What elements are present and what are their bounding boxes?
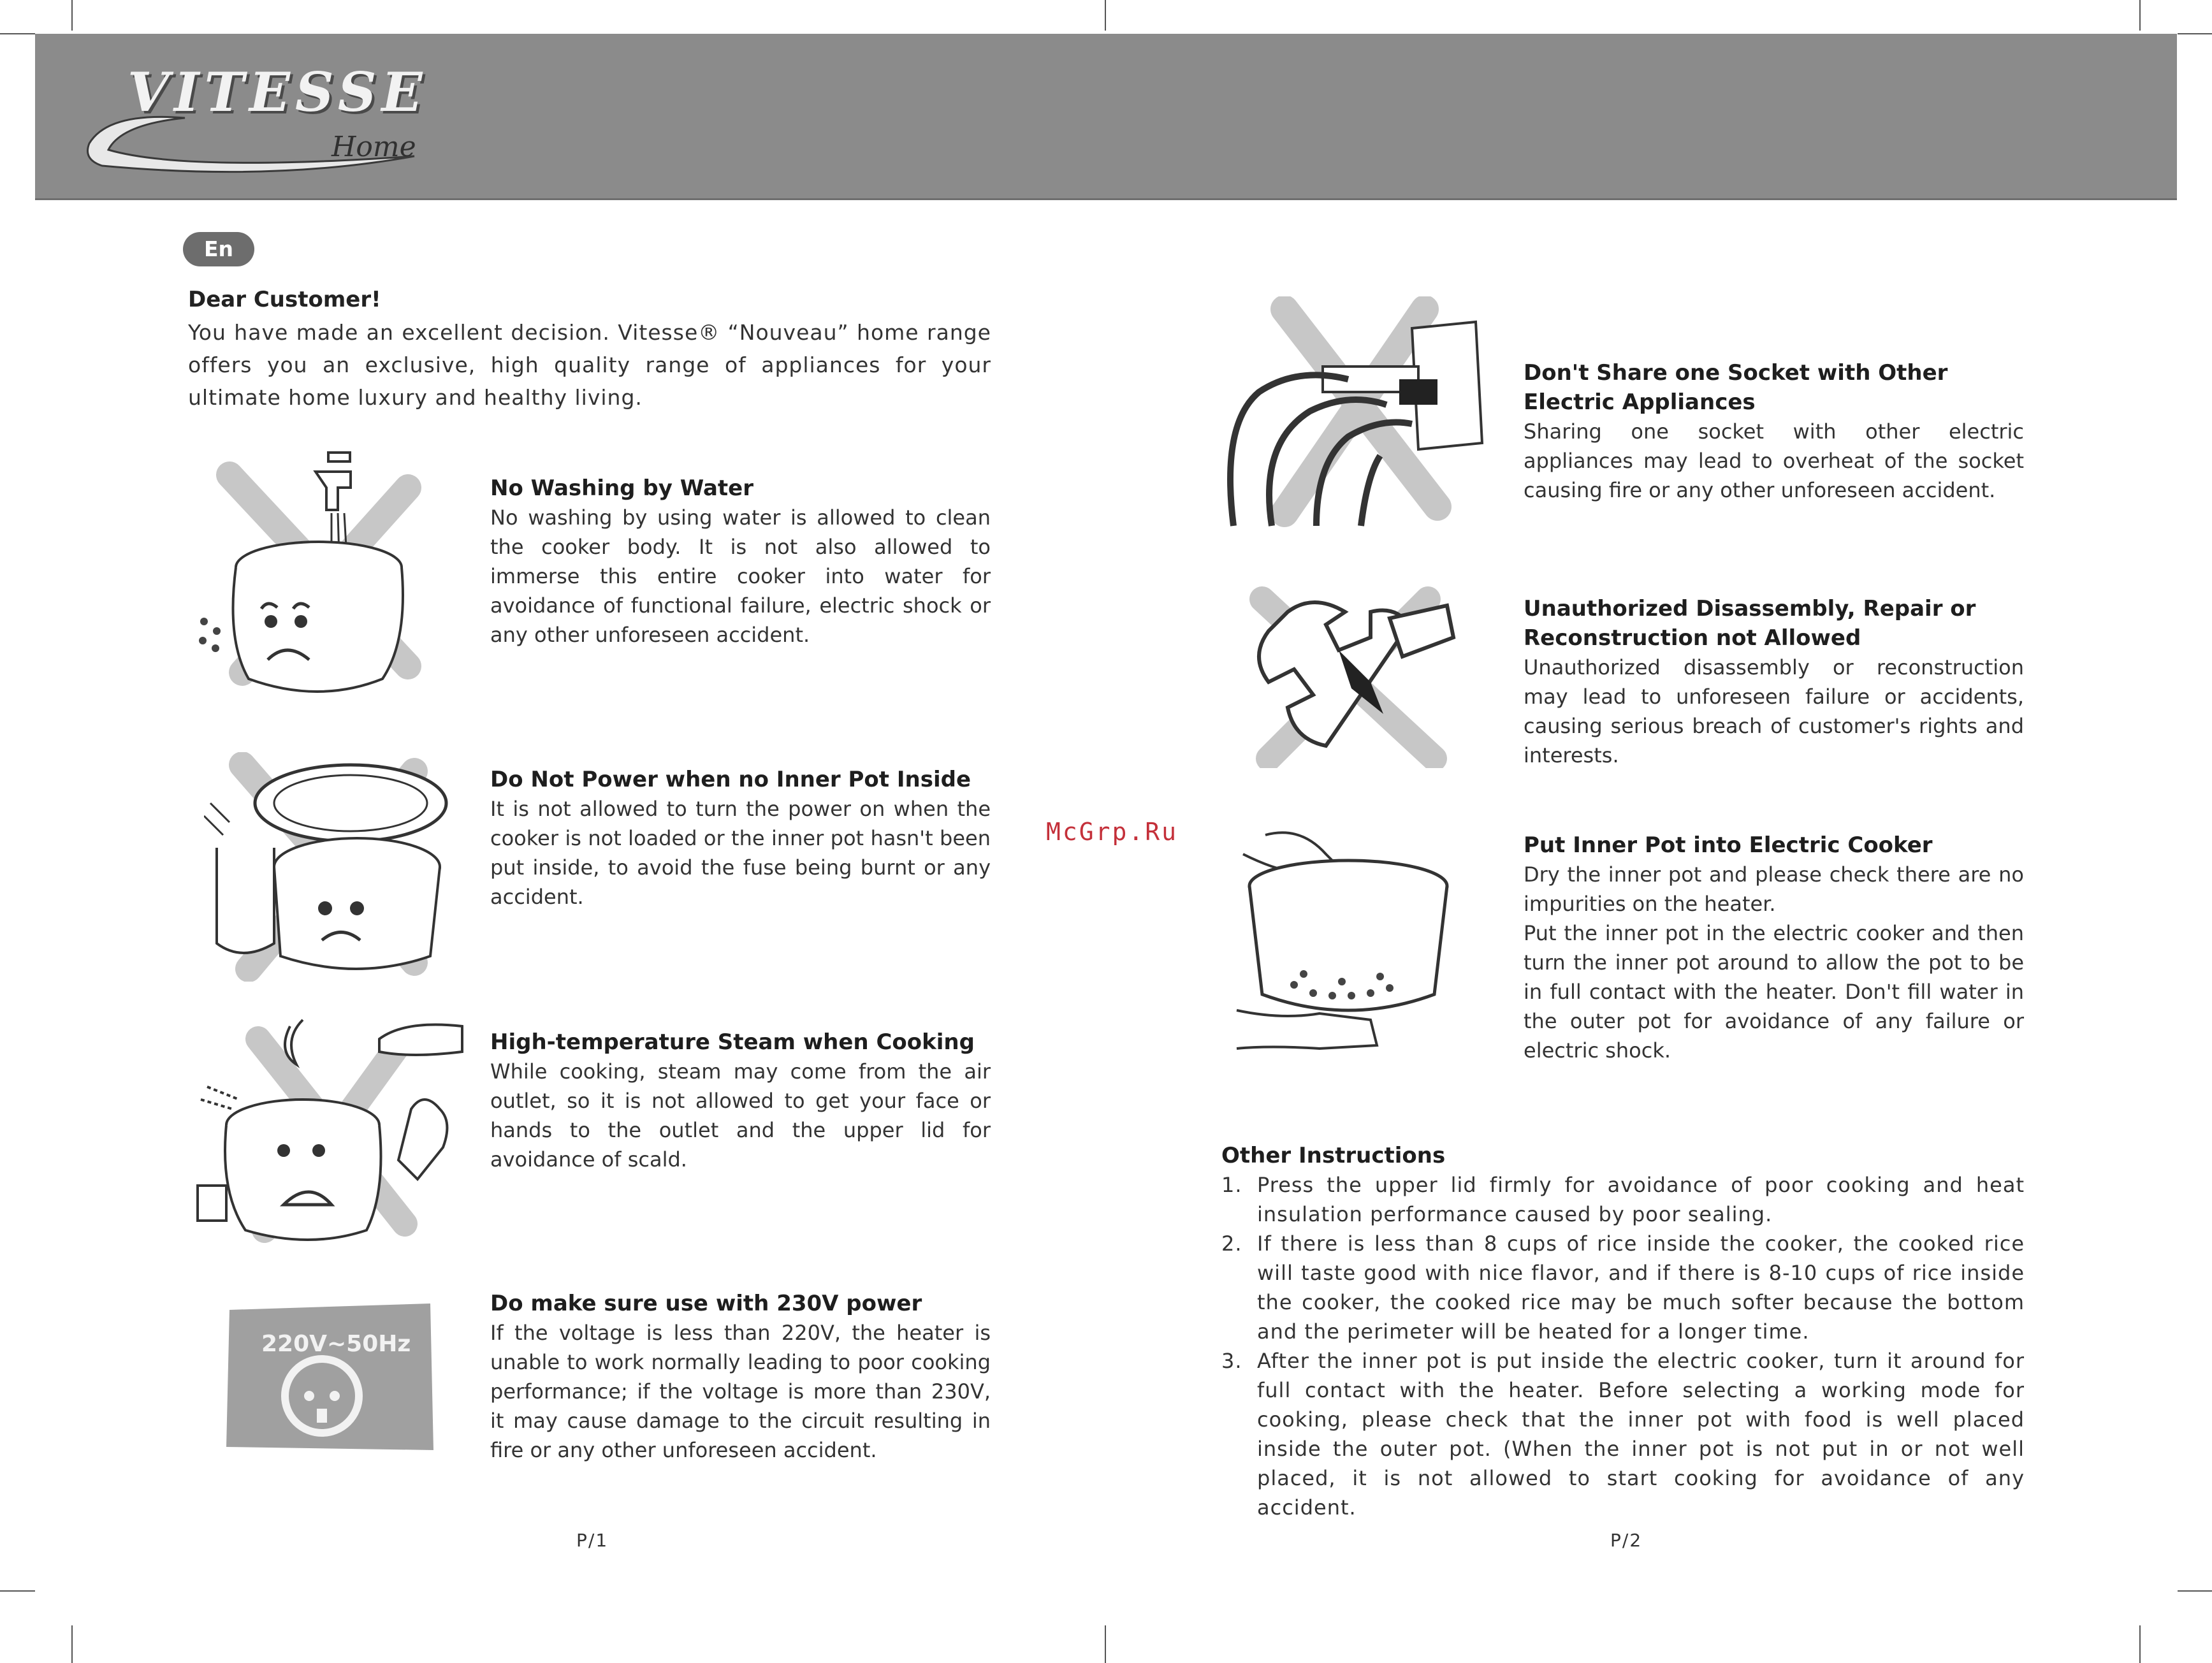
intro-text: You have made an excellent decision. Vitesse® “Nouveau” home range offers you an exclusive, high quality range of appliances for your ultimate home luxury and healthy living. xyxy=(188,320,991,410)
steam-illustration xyxy=(194,1013,469,1246)
no-washing-illustration xyxy=(191,449,427,704)
socket-illustration xyxy=(1221,296,1488,529)
section-title: Put Inner Pot into Electric Cooker xyxy=(1524,832,1933,858)
crop-mark xyxy=(1105,0,1106,31)
other-instructions xyxy=(1221,1141,2025,1522)
language-badge: En xyxy=(183,232,254,266)
wrench-illustration xyxy=(1243,586,1460,768)
crop-mark xyxy=(2178,1590,2212,1592)
crop-mark xyxy=(2139,1625,2141,1663)
section-text: If the voltage is less than 220V, the heater is unable to work normally leading to poor cooking performance; if the voltage is more than 230V, it may cause damage to the circuit resulting in fire or any other unforeseen accident. xyxy=(490,1321,991,1462)
inner-pot-illustration xyxy=(1230,829,1453,1055)
page-number-right: P/2 xyxy=(1610,1530,1643,1551)
section-text: Sharing one socket with other electric appliances may lead to overheat of the socket causing fire or any other unforeseen accident. xyxy=(1524,419,2024,502)
item-number: 1. xyxy=(1221,1173,1242,1197)
section-socket xyxy=(1524,358,2024,505)
voltage-illustration xyxy=(223,1300,437,1453)
crop-mark xyxy=(0,1590,35,1592)
list-item xyxy=(1221,1170,2025,1229)
logo-text: VITESSE xyxy=(127,61,428,124)
crop-mark xyxy=(71,1625,73,1663)
section-title: Don't Share one Socket with Other Electric Appliances xyxy=(1524,360,1948,415)
section-text: It is not allowed to turn the power on when the cooker is not loaded or the inner pot hasn't been put inside, to avoid the fuse being burnt or any accident. xyxy=(490,797,991,909)
section-text: Unauthorized disassembly or reconstruction may lead to unforeseen failure or accidents, causing serious breach of customer's rights and interests. xyxy=(1524,655,2024,767)
section-no-washing xyxy=(490,474,991,650)
item-text: If there is less than 8 cups of rice inside the cooker, the cooked rice will taste good with nice flavor, and if there is 8-10 cups of rice inside the cooker, the cooked rice may be much softer because the bottom and the perimeter will be heated for a longer time. xyxy=(1257,1231,2025,1344)
section-text: Dry the inner pot and please check there are no impurities on the heater. xyxy=(1524,862,2024,916)
watermark: McGrp.Ru xyxy=(1046,818,1179,846)
section-title: Unauthorized Disassembly, Repair or Reconstruction not Allowed xyxy=(1524,596,1976,651)
item-number: 2. xyxy=(1221,1231,1242,1256)
no-inner-pot-illustration xyxy=(204,752,453,982)
section-title: Do make sure use with 230V power xyxy=(490,1291,922,1316)
list-item xyxy=(1221,1346,2025,1522)
vitesse-logo xyxy=(83,61,440,182)
crop-mark xyxy=(0,33,35,34)
section-text: While cooking, steam may come from the air outlet, so it is not allowed to get your face or hands to the outlet and the upper lid for avoidance of scald. xyxy=(490,1059,991,1172)
intro xyxy=(188,287,991,414)
crop-mark xyxy=(2139,0,2141,31)
item-number: 3. xyxy=(1221,1349,1242,1373)
section-disassembly xyxy=(1524,594,2024,770)
voltage-label: 220V~50Hz xyxy=(261,1331,411,1357)
section-text: No washing by using water is allowed to clean the cooker body. It is not also allowed to immerse this entire cooker into water for avoidance of functional failure, electric shock or any other unforeseen accident. xyxy=(490,505,991,647)
greeting: Dear Customer! xyxy=(188,287,381,312)
item-text: After the inner pot is put inside the electric cooker, turn it around for full contact with the heater. Before selecting a working mode for cooking, please check that the inner pot with food is well placed inside the outer pot. (When the inner pot is not put in or not well placed, it is not allowed to start cooking for avoidance of any accident. xyxy=(1257,1349,2025,1520)
item-text: Press the upper lid firmly for avoidance of poor cooking and heat insulation performance caused by poor sealing. xyxy=(1257,1173,2025,1226)
list-item xyxy=(1221,1229,2025,1346)
section-inner-pot xyxy=(1524,831,2024,1065)
other-instructions-title: Other Instructions xyxy=(1221,1143,1446,1168)
section-voltage xyxy=(490,1289,991,1465)
crop-mark xyxy=(71,0,73,31)
crop-mark xyxy=(1105,1625,1106,1663)
section-title: No Washing by Water xyxy=(490,476,754,501)
section-text-2: Put the inner pot in the electric cooker and then turn the inner pot around to allow the pot to be in full contact with the heater. Don't fill water in the outer pot for avoidance of any failure or electric shock. xyxy=(1524,921,2024,1063)
instructions-list xyxy=(1221,1170,2025,1522)
section-steam xyxy=(490,1028,991,1174)
section-title: Do Not Power when no Inner Pot Inside xyxy=(490,767,971,792)
page-number-left: P/1 xyxy=(576,1530,609,1551)
crop-mark xyxy=(2178,33,2212,34)
logo-subtext: Home xyxy=(331,131,416,163)
section-no-inner-pot xyxy=(490,765,991,911)
section-title: High-temperature Steam when Cooking xyxy=(490,1029,975,1055)
